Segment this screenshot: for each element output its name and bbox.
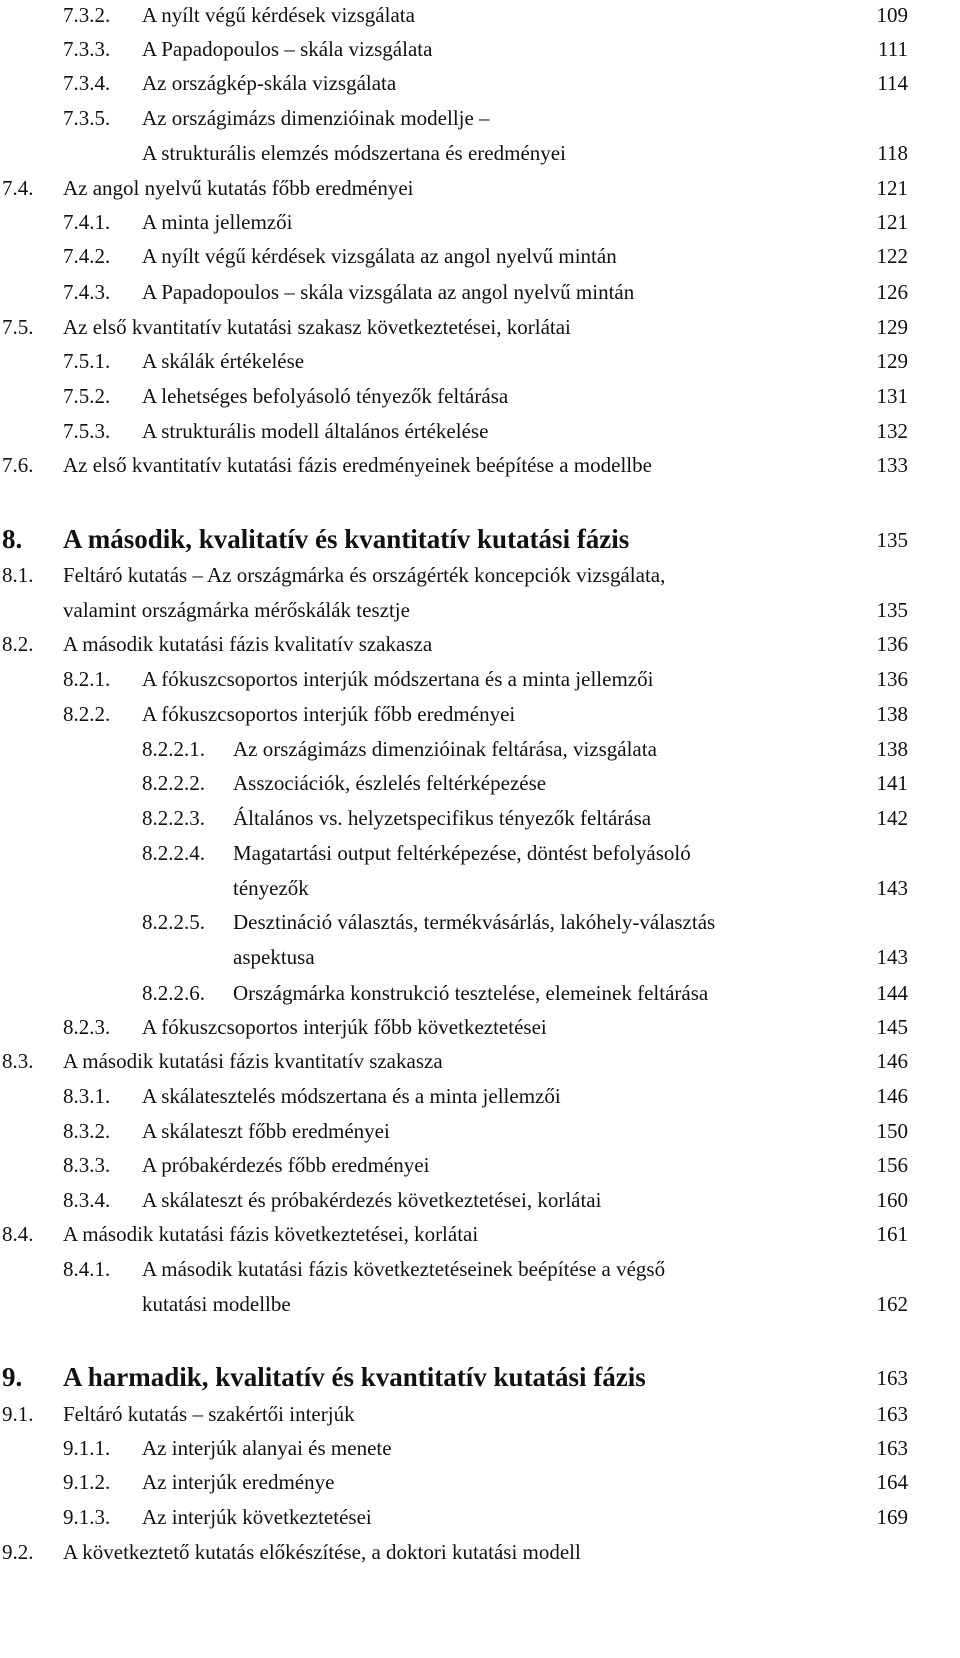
toc-entry[interactable] bbox=[0, 1222, 960, 1257]
toc-entry-page-number: 111 bbox=[878, 37, 908, 61]
toc-entry-title: Az első kvantitatív kutatási fázis eredményeinek beépítése a modellbe bbox=[63, 453, 652, 477]
toc-entry-number: 8.2. bbox=[2, 632, 34, 656]
toc-entry-page-number: 143 bbox=[876, 876, 908, 900]
toc-entry-number: 7.4.2. bbox=[63, 244, 111, 268]
toc-entry[interactable] bbox=[0, 453, 960, 488]
toc-entry-number: 8.2.2.2. bbox=[142, 771, 205, 795]
toc-chapter-entry[interactable] bbox=[0, 1362, 960, 1397]
toc-entry-page-number: 169 bbox=[876, 1505, 908, 1529]
toc-entry-page-number: 141 bbox=[876, 771, 908, 795]
toc-entry-page-number: 142 bbox=[876, 806, 908, 830]
toc-entry-page-number: 129 bbox=[876, 315, 908, 339]
toc-entry-title: aspektusa bbox=[233, 945, 315, 969]
toc-entry-title: Az első kvantitatív kutatási szakasz következtetései, korlátai bbox=[63, 315, 571, 339]
toc-entry-page-number: 160 bbox=[876, 1188, 908, 1212]
toc-entry-page-number: 163 bbox=[876, 1402, 908, 1426]
toc-entry-page-number: 162 bbox=[876, 1292, 908, 1316]
toc-entry-title: Feltáró kutatás – Az országmárka és országérték koncepciók vizsgálata, bbox=[63, 563, 666, 587]
toc-entry[interactable] bbox=[0, 71, 960, 106]
toc-entry-title: Az országkép-skála vizsgálata bbox=[142, 71, 397, 95]
toc-entry[interactable] bbox=[0, 106, 960, 176]
toc-entry[interactable] bbox=[0, 1153, 960, 1188]
toc-entry[interactable] bbox=[0, 1119, 960, 1154]
toc-entry-page-number: 133 bbox=[876, 453, 908, 477]
toc-entry[interactable] bbox=[0, 667, 960, 702]
toc-entry-number: 7.4.1. bbox=[63, 210, 111, 234]
toc-entry[interactable] bbox=[0, 244, 960, 279]
toc-entry-title: A Papadopoulos – skála vizsgálata az angol nyelvű mintán bbox=[142, 280, 635, 304]
toc-entry[interactable] bbox=[0, 1084, 960, 1119]
toc-chapter-entry[interactable] bbox=[0, 524, 960, 559]
toc-entry-page-number: 129 bbox=[876, 349, 908, 373]
toc-entry-number: 8.3.2. bbox=[63, 1119, 111, 1143]
toc-entry-page-number: 138 bbox=[876, 737, 908, 761]
toc-entry-title: Magatartási output feltérképezése, döntést befolyásoló bbox=[233, 841, 691, 865]
toc-entry[interactable] bbox=[0, 771, 960, 806]
toc-entry-page-number: 135 bbox=[876, 598, 908, 622]
toc-entry-title: Az interjúk alanyai és menete bbox=[142, 1436, 392, 1460]
toc-entry[interactable] bbox=[0, 1402, 960, 1437]
toc-entry-title: A skálateszt főbb eredményei bbox=[142, 1119, 390, 1143]
toc-entry-page-number: 114 bbox=[877, 71, 908, 95]
toc-entry-title: Az angol nyelvű kutatás főbb eredményei bbox=[63, 176, 414, 200]
toc-entry-title: Az interjúk következtetései bbox=[142, 1505, 372, 1529]
toc-entry-title: A skálatesztelés módszertana és a minta jellemzői bbox=[142, 1084, 561, 1108]
toc-entry-page-number: 164 bbox=[876, 1470, 908, 1494]
toc-entry-number: 8.2.3. bbox=[63, 1015, 111, 1039]
toc-entry[interactable] bbox=[0, 981, 960, 1016]
toc-entry[interactable] bbox=[0, 1470, 960, 1505]
toc-entry[interactable] bbox=[0, 1505, 960, 1540]
toc-entry-page-number: 156 bbox=[876, 1153, 908, 1177]
toc-entry-number: 7.3.4. bbox=[63, 71, 111, 95]
toc-entry-title: Az országimázs dimenzióinak feltárása, vizsgálata bbox=[233, 737, 657, 761]
toc-entry-title: A második kutatási fázis következtetéseinek beépítése a végső bbox=[142, 1257, 666, 1281]
toc-entry-title: A második kutatási fázis következtetései, korlátai bbox=[63, 1222, 479, 1246]
toc-entry-number: 8.3.4. bbox=[63, 1188, 111, 1212]
toc-entry-title: Általános vs. helyzetspecifikus tényezők feltárása bbox=[233, 806, 652, 830]
toc-entry-title: A próbakérdezés főbb eredményei bbox=[142, 1153, 430, 1177]
toc-entry-page-number: 146 bbox=[876, 1049, 908, 1073]
toc-entry-page-number: 144 bbox=[876, 981, 908, 1005]
toc-entry[interactable] bbox=[0, 1436, 960, 1471]
toc-entry-page-number: 146 bbox=[876, 1084, 908, 1108]
toc-entry-number: 8.3.3. bbox=[63, 1153, 111, 1177]
toc-entry-number: 7.3.5. bbox=[63, 106, 111, 130]
toc-entry[interactable] bbox=[0, 176, 960, 211]
toc-entry-page-number: 163 bbox=[876, 1366, 908, 1390]
toc-entry-number: 8.2.2. bbox=[63, 702, 111, 726]
toc-entry-number: 7.6. bbox=[2, 453, 34, 477]
toc-entry-number: 8.1. bbox=[2, 563, 34, 587]
toc-entry-title: A nyílt végű kérdések vizsgálata bbox=[142, 3, 415, 27]
toc-entry-number: 7.5.1. bbox=[63, 349, 111, 373]
toc-entry-number: 8.2.1. bbox=[63, 667, 111, 691]
toc-entry-title: A lehetséges befolyásoló tényezők feltárása bbox=[142, 384, 509, 408]
toc-entry-page-number: 143 bbox=[876, 945, 908, 969]
toc-entry[interactable] bbox=[0, 702, 960, 737]
toc-entry-page-number: 109 bbox=[876, 3, 908, 27]
toc-entry-page-number: 126 bbox=[876, 280, 908, 304]
toc-entry[interactable] bbox=[0, 1188, 960, 1223]
toc-entry-number: 7.4. bbox=[2, 176, 34, 200]
toc-entry-title: A strukturális modell általános értékelése bbox=[142, 419, 489, 443]
toc-entry[interactable] bbox=[0, 349, 960, 384]
toc-entry-number: 8.2.2.3. bbox=[142, 806, 205, 830]
toc-entry[interactable] bbox=[0, 1049, 960, 1084]
toc-entry-number: 8.3. bbox=[2, 1049, 34, 1073]
toc-entry-page-number: 132 bbox=[876, 419, 908, 443]
toc-entry-number: 8.2.2.5. bbox=[142, 910, 205, 934]
toc-entry-number: 7.5. bbox=[2, 315, 34, 339]
toc-entry-number: 7.4.3. bbox=[63, 280, 111, 304]
toc-entry-title: A fókuszcsoportos interjúk módszertana és a minta jellemzői bbox=[142, 667, 654, 691]
toc-entry-number: 9.1.1. bbox=[63, 1436, 111, 1460]
toc-entry-title: Feltáró kutatás – szakértői interjúk bbox=[63, 1402, 355, 1426]
toc-entry-title: kutatási modellbe bbox=[142, 1292, 291, 1316]
toc-entry-page-number: 121 bbox=[876, 176, 908, 200]
toc-entry-page-number: 163 bbox=[876, 1436, 908, 1460]
toc-entry-page-number: 135 bbox=[876, 528, 908, 552]
toc-entry-title: A második, kvalitatív és kvantitatív kutatási fázis bbox=[63, 524, 630, 554]
toc-entry[interactable] bbox=[0, 280, 960, 315]
toc-entry[interactable] bbox=[0, 210, 960, 245]
toc-entry[interactable] bbox=[0, 737, 960, 772]
toc-entry-page-number: 121 bbox=[876, 210, 908, 234]
toc-entry[interactable] bbox=[0, 315, 960, 350]
toc-entry-page-number: 138 bbox=[876, 702, 908, 726]
toc-entry-page-number: 131 bbox=[876, 384, 908, 408]
toc-entry-title: Desztináció választás, termékvásárlás, lakóhely-választás bbox=[233, 910, 716, 934]
toc-entry-number: 9.2. bbox=[2, 1540, 34, 1564]
toc-entry-page-number: 118 bbox=[877, 141, 908, 165]
toc-entry-title: A skálateszt és próbakérdezés következtetései, korlátai bbox=[142, 1188, 602, 1212]
toc-entry-number: 8.2.2.4. bbox=[142, 841, 205, 865]
toc-entry-page-number: 136 bbox=[876, 632, 908, 656]
toc-entry[interactable] bbox=[0, 1257, 960, 1327]
toc-entry[interactable] bbox=[0, 1540, 960, 1575]
toc-entry-title: A második kutatási fázis kvalitatív szakasza bbox=[63, 632, 433, 656]
toc-entry[interactable] bbox=[0, 910, 960, 980]
toc-entry-title: tényezők bbox=[233, 876, 309, 900]
toc-entry-title: A fókuszcsoportos interjúk főbb következtetései bbox=[142, 1015, 547, 1039]
toc-entry-number: 7.5.3. bbox=[63, 419, 111, 443]
toc-entry[interactable] bbox=[0, 1015, 960, 1050]
toc-entry-number: 7.3.3. bbox=[63, 37, 111, 61]
toc-entry[interactable] bbox=[0, 419, 960, 454]
toc-entry-number: 9.1.3. bbox=[63, 1505, 111, 1529]
toc-entry-page-number: 161 bbox=[876, 1222, 908, 1246]
toc-entry-title: A harmadik, kvalitatív és kvantitatív kutatási fázis bbox=[63, 1362, 646, 1392]
toc-entry-page-number: 150 bbox=[876, 1119, 908, 1143]
toc-entry-number: 8.4. bbox=[2, 1222, 34, 1246]
toc-entry-title: Asszociációk, észlelés feltérképezése bbox=[233, 771, 547, 795]
toc-entry-title: A fókuszcsoportos interjúk főbb eredményei bbox=[142, 702, 516, 726]
toc-entry-title: A nyílt végű kérdések vizsgálata az angol nyelvű mintán bbox=[142, 244, 617, 268]
toc-entry[interactable] bbox=[0, 384, 960, 419]
toc-entry-number: 8.2.2.1. bbox=[142, 737, 205, 761]
toc-entry-title: A Papadopoulos – skála vizsgálata bbox=[142, 37, 433, 61]
toc-entry-title: A minta jellemzői bbox=[142, 210, 293, 234]
toc-entry-number: 9. bbox=[2, 1362, 23, 1392]
toc-entry-page-number: 145 bbox=[876, 1015, 908, 1039]
toc-entry-number: 8.4.1. bbox=[63, 1257, 111, 1281]
toc-entry-number: 7.5.2. bbox=[63, 384, 111, 408]
toc-entry-number: 9.1.2. bbox=[63, 1470, 111, 1494]
toc-entry-page-number: 122 bbox=[876, 244, 908, 268]
toc-entry[interactable] bbox=[0, 3, 960, 38]
toc-entry-title: A skálák értékelése bbox=[142, 349, 305, 373]
toc-entry-title: valamint országmárka mérőskálák tesztje bbox=[63, 598, 410, 622]
toc-entry[interactable] bbox=[0, 37, 960, 72]
toc-entry-title: Az interjúk eredménye bbox=[142, 1470, 335, 1494]
toc-entry-number: 9.1. bbox=[2, 1402, 34, 1426]
toc-entry-number: 8.3.1. bbox=[63, 1084, 111, 1108]
toc-entry-title: A második kutatási fázis kvantitatív szakasza bbox=[63, 1049, 443, 1073]
toc-entry-title: A strukturális elemzés módszertana és eredményei bbox=[142, 141, 566, 165]
toc-entry-number: 7.3.2. bbox=[63, 3, 111, 27]
toc-entry-number: 8. bbox=[2, 524, 23, 554]
toc-entry[interactable] bbox=[0, 632, 960, 667]
toc-entry-page-number: 136 bbox=[876, 667, 908, 691]
toc-entry-number: 8.2.2.6. bbox=[142, 981, 205, 1005]
toc-entry-title: Az országimázs dimenzióinak modellje – bbox=[142, 106, 490, 130]
toc-entry[interactable] bbox=[0, 806, 960, 841]
toc-entry-title: A következtető kutatás előkészítése, a doktori kutatási modell bbox=[63, 1540, 581, 1564]
toc-entry-title: Országmárka konstrukció tesztelése, elemeinek feltárása bbox=[233, 981, 709, 1005]
toc-entry[interactable] bbox=[0, 563, 960, 633]
toc-entry[interactable] bbox=[0, 841, 960, 911]
